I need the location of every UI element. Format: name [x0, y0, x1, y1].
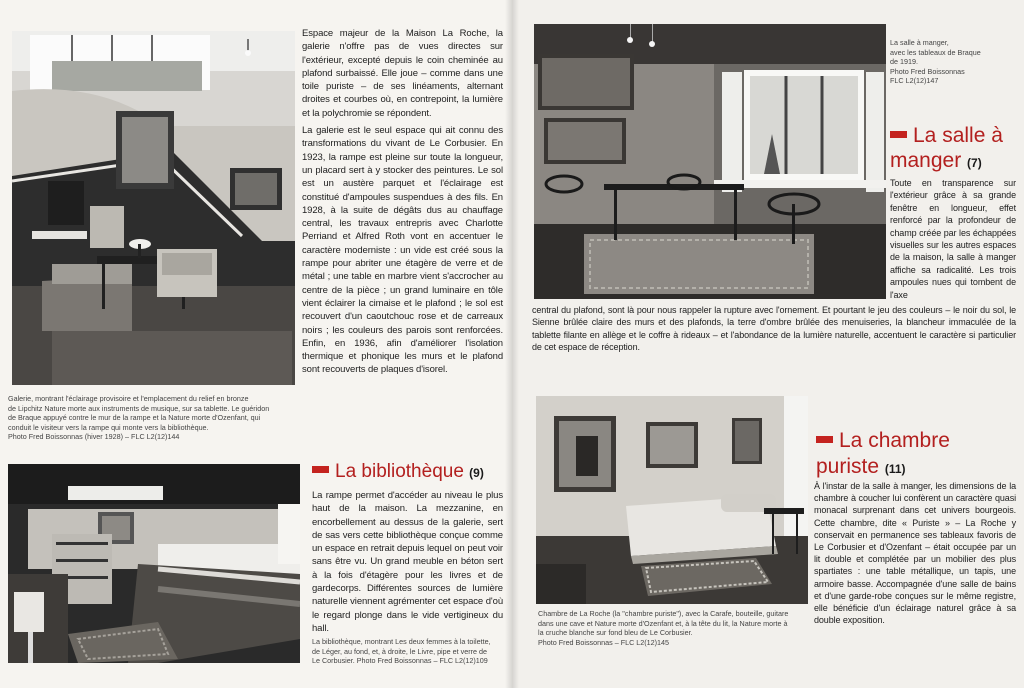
galerie-paragraph-2: La galerie est le seul espace qui ait connu des transformations du vivant de Le Corbusier. En 1923, la rampe est pleine sur toute la longueur, un placard sert à y stocker des peintures. Le sol est un austère parquet et l'éclairage est constitué d'ampoules suspendues à des fils. En 1928, à la suite de dégâts dus au chauffage central, les travaux entrepris avec Charlotte Perriand et Alfred Roth vont en accentuer le caractère moderniste : un vide est créé sous la rampe pour abriter une étagère de verre et de métal ; une table en marbre vient s'accrocher au centre de la pièce ; un grand luminaire en tôle vient éclairer la cimaise et le plafond ; le sol est recouvert d'un caoutchouc rose et de carreaux noirs ; les couleurs des parois sont renforcées. Enfin, en 1936, afin d'améliorer l'isolation thermique et phonique les murs et le plafond sont recouverts de plaques d'isorel. [302, 125, 503, 376]
salle-a-manger-photo [534, 24, 886, 299]
caption-line: de Braque appuyé contre le mur de la rampe et la Nature morte d'Ozenfant, qui [8, 413, 261, 422]
salle-a-manger-paragraph-2: central du plafond, sont là pour nous rappeler la rupture avec l'ornement. Et pourtant le jeu des couleurs – le noir du sol, le Sienne brûlée claire des murs et des plafonds, la terre d'ombre brûlée des menuiseries, la blancheur immaculée de la tablette filante en allège et le coffre à rideaux – et l'abondance de la lumière naturelle, accentuent le caractère si particulier de cet espace de réception. [532, 305, 1016, 353]
chambre-caption [538, 609, 813, 647]
salle-a-manger-paragraph-1: Toute en transparence sur l'extérieur grâce à sa grande fenêtre en longueur, effet renforcé par la profondeur de champ créée par les échappées visuelles sur les autres espaces de la maison, la salle à manger affiche sa radicalité. Les trois ampoules nues qui tombent de l'axe [890, 178, 1016, 300]
salle-a-manger-number: (7) [967, 156, 982, 170]
book-gutter [505, 0, 519, 688]
caption-line: Le Corbusier. Photo Fred Boissonnas – FLC L2(12)109 [312, 656, 488, 665]
chambre-number: (11) [884, 462, 906, 476]
heading-marker [312, 466, 329, 473]
bibliotheque-photo [8, 464, 300, 663]
caption-line: Chambre de La Roche (la "chambre puriste"), avec la Carafe, bouteille, guitare [538, 609, 789, 618]
galerie-caption [8, 394, 308, 442]
chambre-title-2: puriste [816, 455, 880, 478]
chambre-title-1: La chambre [839, 429, 950, 452]
salle-a-manger-title-2: manger [890, 149, 962, 172]
caption-line: avec les tableaux de Braque [890, 47, 981, 57]
caption-line: FLC L2(12)147 [890, 76, 939, 85]
caption-line: Photo Fred Boissonnas [890, 66, 965, 76]
caption-line: La bibliothèque, montrant Les deux femmes à la toilette, [312, 637, 491, 646]
salle-a-manger-heading [890, 123, 1003, 176]
heading-marker [816, 436, 833, 443]
caption-line: conduit le visiteur vers la rampe qui monte vers la bibliothèque. [8, 422, 209, 432]
caption-line: de Lipchitz Nature morte aux instruments de musique, sur sa tablette. Le guéridon [8, 403, 270, 413]
salle-a-manger-title-1: La salle à [913, 124, 1003, 147]
galerie-text [302, 27, 503, 381]
caption-line: Photo Fred Boissonnas (hiver 1928) – FLC L2(12)144 [8, 432, 180, 441]
caption-line: de Léger, au fond, et, à droite, le Livre, pipe et verre de [312, 646, 488, 656]
bibliotheque-caption [312, 637, 507, 666]
caption-line: Photo Fred Boissonnas – FLC L2(12)145 [538, 637, 670, 647]
caption-line: la cruche blanche sur fond bleu de Le Corbusier. [538, 628, 693, 637]
galerie-photo [12, 31, 295, 385]
bibliotheque-paragraph: La rampe permet d'accéder au niveau le plus haut de la maison. La mezzanine, en encorbellement au dessus de la galerie, sert de sas vers cette bibliothèque conçue comme un espace en retrait depuis lequel on peut voir sans être vu. Un grand meuble en béton sert à la fois d'étagère pour les livres et de gardecorps. Différentes sources de lumière naturelle viennent agrémenter cet espace d'où le regard plonge dans le vide vertigineux du hall. [312, 490, 503, 634]
galerie-paragraph-1: Espace majeur de la Maison La Roche, la galerie n'offre pas de vues directes sur l'extérieur, excepté depuis le coin cheminée au plafond surbaissé. Elle joue – comme dans une toile puriste – de ses linéaments, alternant droites et courbes où, en contrepoint, la lumière et la polychromie se répondent. [302, 28, 503, 119]
caption-line: La salle à manger, [890, 38, 949, 47]
heading-marker [890, 131, 907, 138]
chambre-paragraph: À l'instar de la salle à manger, les dimensions de la chambre à coucher lui confèrent un caractère quasi monacal surprenant dans cet univers bourgeois. Cette chambre, dite « Puriste » – La Roche y conservait en permanence ses tableaux favoris de Le Corbusier et d'Ozenfant – était occupée par un lit double et complétée par un mobilier des plus spartiates : une table métallique, un tapis, une armoire basse. Accompagnée d'une salle de bains et d'une garde-robe conçues sur le même registre, elle bénéficie d'un éclairage naturel grâce à sa double exposition. [814, 481, 1016, 626]
caption-line: dans une cave et Nature morte d'Ozenfant et, à la tête du lit, la Nature morte à [538, 618, 788, 628]
chambre-photo [536, 396, 808, 604]
bibliotheque-title: La bibliothèque [335, 461, 464, 482]
salle-a-manger-caption [890, 38, 1018, 86]
bibliotheque-heading [312, 461, 484, 484]
chambre-heading [816, 428, 950, 482]
bibliotheque-text [312, 489, 503, 639]
chambre-text [814, 480, 1016, 630]
salle-a-manger-text-wide [532, 304, 1016, 358]
caption-line: de 1919. [890, 57, 918, 66]
salle-a-manger-text-narrow [890, 177, 1016, 305]
bibliotheque-number: (9) [469, 466, 484, 480]
right-page [512, 0, 1024, 688]
caption-line: Galerie, montrant l'éclairage provisoire et l'emplacement du relief en bronze [8, 394, 249, 403]
